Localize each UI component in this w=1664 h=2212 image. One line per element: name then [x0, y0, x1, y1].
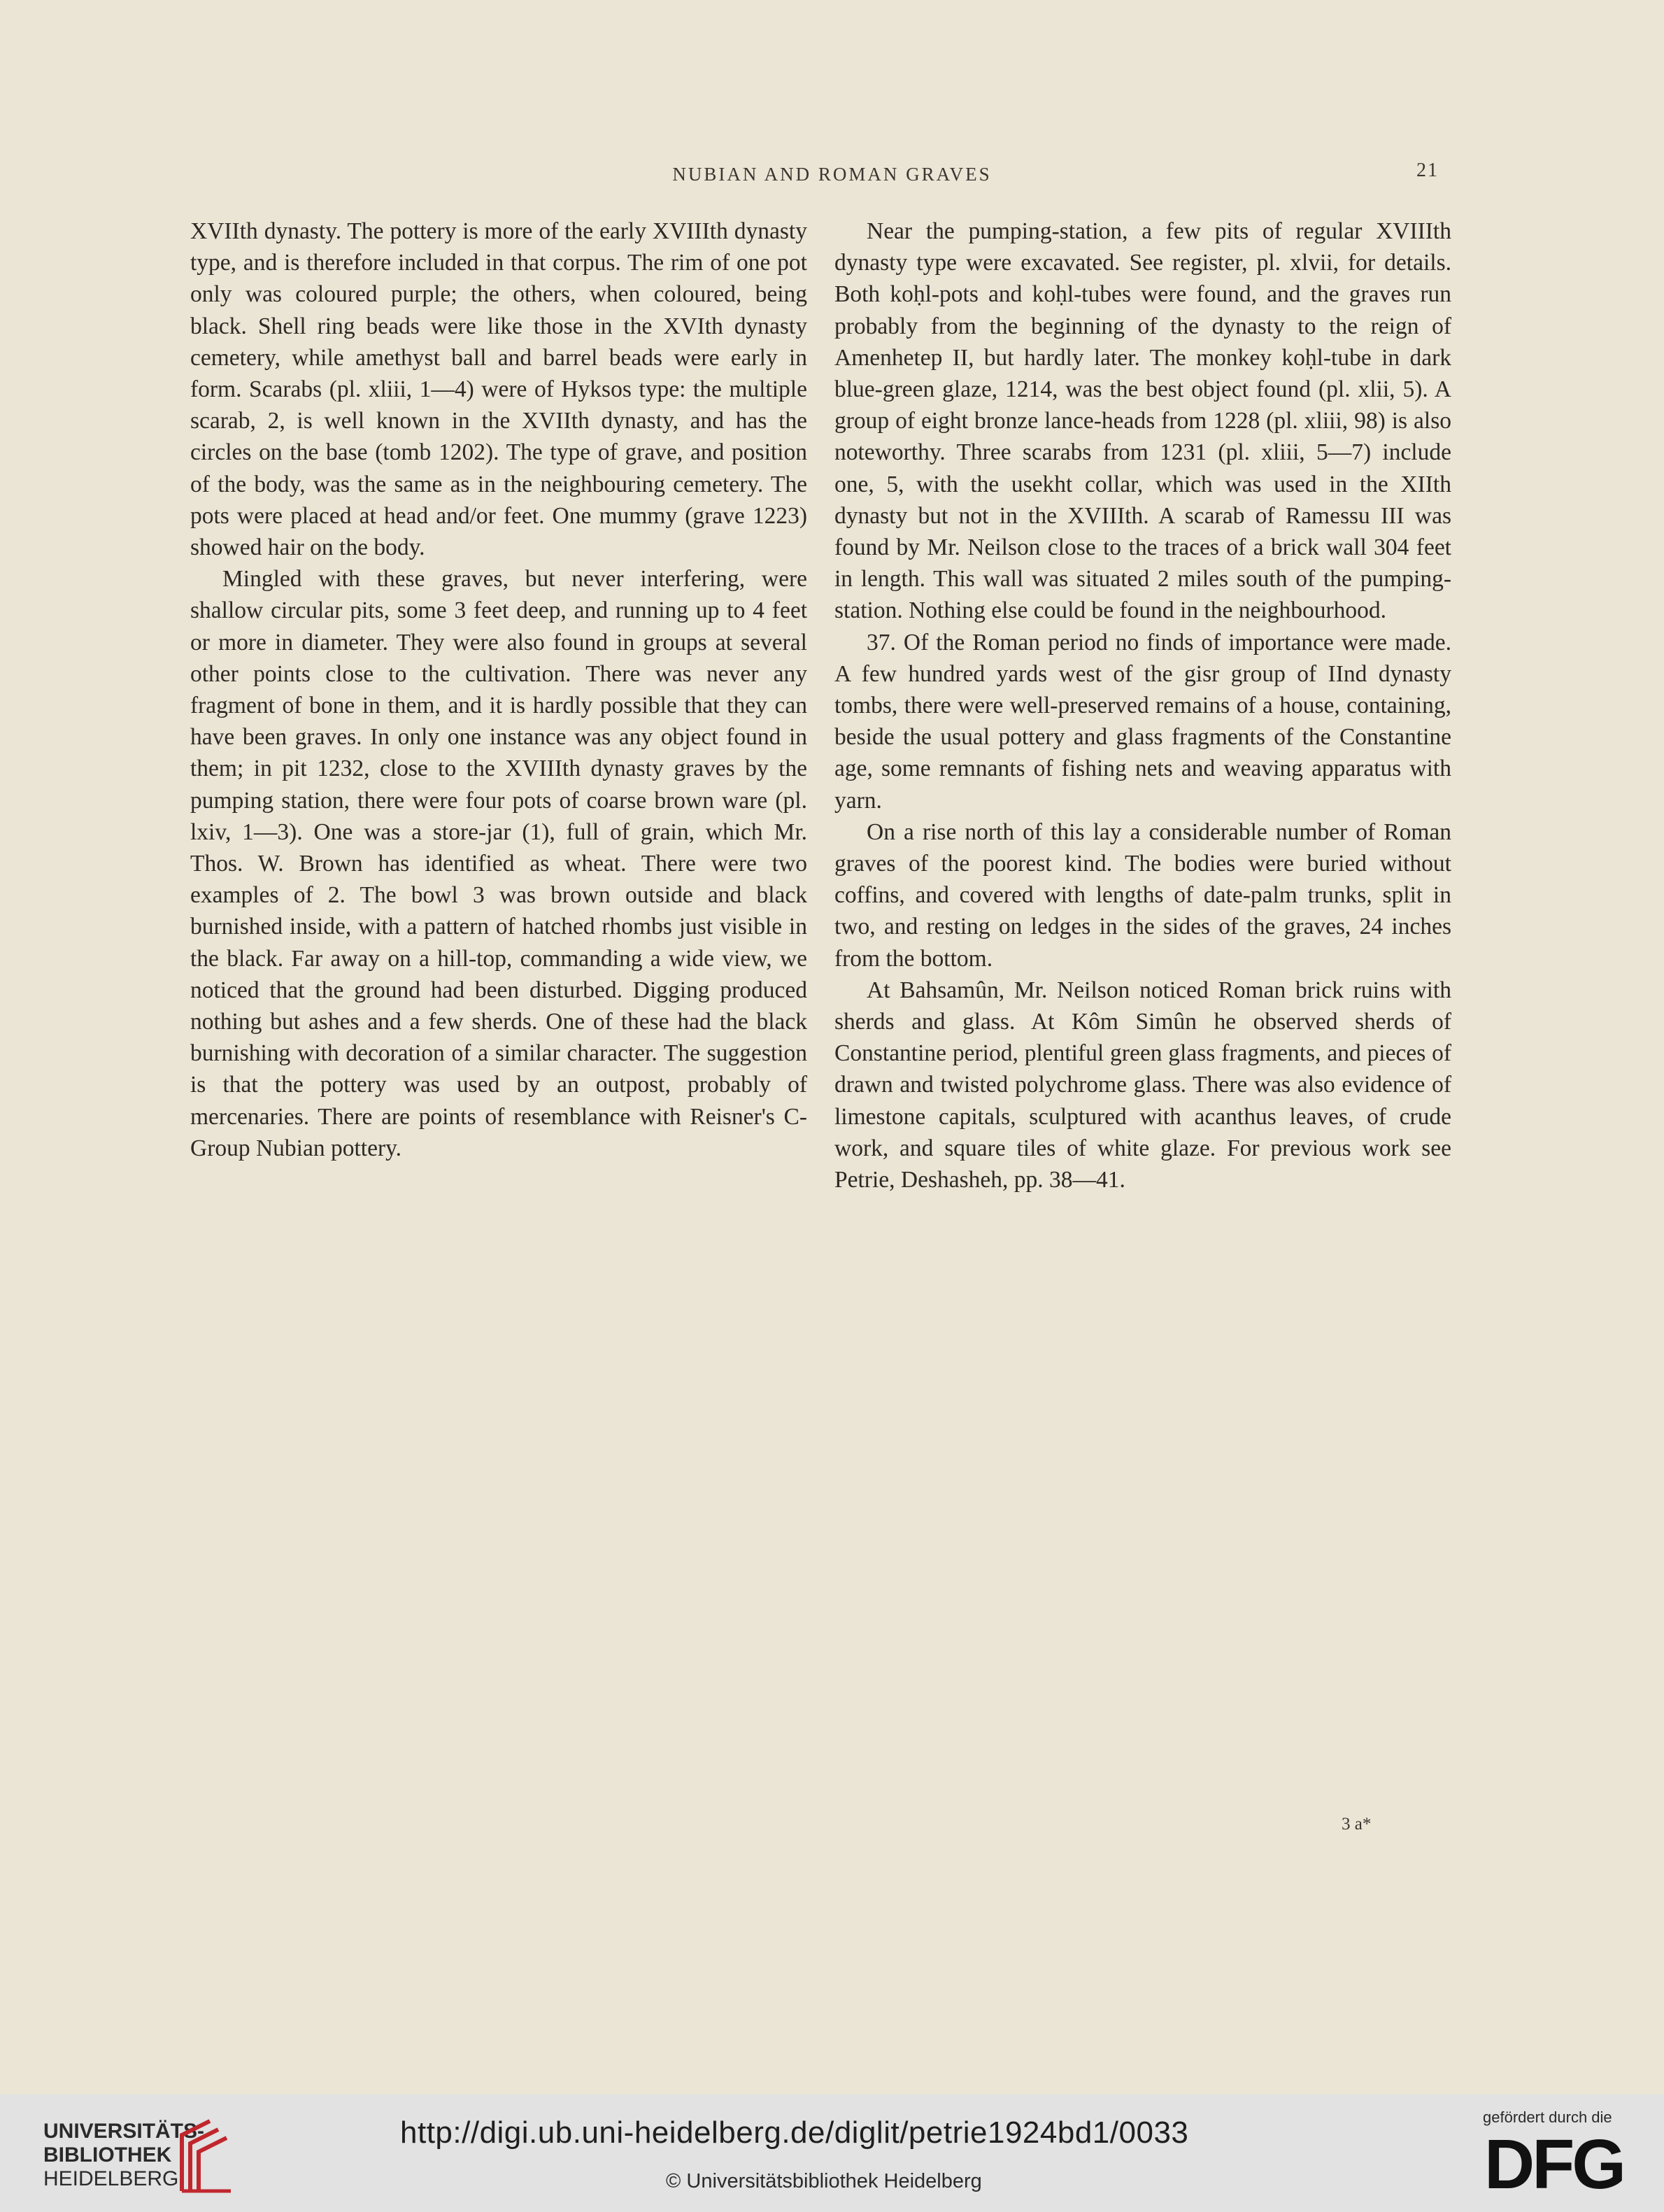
- left-column: [190, 215, 807, 1164]
- paragraph: Mingled with these graves, but never interfering, were shallow circular pits, some 3 feet deep, and running up to 4 feet or more in diameter. They were also found in groups at several other points close to the cultivation. There was never any fragment of bone in them, and it is hardly possible that they can have been graves. In only one instance was any object found in them; in pit 1232, close to the XVIIIth dynasty graves by the pumping station, there were four pots of coarse brown ware (pl. lxiv, 1—3). One was a store-jar (1), full of grain, which Mr. Thos. W. Brown has identified as wheat. There were two examples of 2. The bowl 3 was brown outside and black burnished inside, with a pattern of hatched rhombs just visible in the black. Far away on a hill-top, commanding a wide view, we noticed that the ground had been disturbed. Digging produced nothing but ashes and a few sherds. One of these had the black burnishing with decoration of a similar character. The suggestion is that the pottery was used by an outpost, probably of mercenaries. There are points of resemblance with Reisner's C-Group Nubian pottery.: [190, 566, 807, 1161]
- paragraph: At Bahsamûn, Mr. Neilson noticed Roman brick ruins with sherds and glass. At Kôm Simûn he observed sherds of Constantine period, plentiful green glass fragments, and pieces of drawn and twisted polychrome glass. There was also evidence of limestone capitals, sculptured with acanthus leaves, of crude work, and square tiles of white glaze. For previous work see Petrie, Deshasheh, pp. 38—41.: [834, 977, 1451, 1193]
- copyright-notice: © Universitätsbibliothek Heidelberg: [666, 2170, 982, 2192]
- library-name-line2: BIBLIOTHEK: [43, 2143, 172, 2167]
- dfg-logo: DFG: [1484, 2125, 1624, 2204]
- paragraph: XVIIth dynasty. The pottery is more of the early XVIIIth dynasty type, and is therefore included in that corpus. The rim of one pot only was coloured purple; the others, when coloured, being black. Shell ring beads were like those in the XVIth dynasty cemetery, while amethyst ball and barrel beads were early in form. Scarabs (pl. xliii, 1—4) were of Hyksos type: the multiple scarab, 2, is well known in the XVIIth dynasty, and has the circles on the base (tomb 1202). The type of grave, and position of the body, was the same as in the neighbouring cemetery. The pots were placed at head and/or feet. One mummy (grave 1223) showed hair on the body.: [190, 218, 807, 561]
- viewer-footer: [0, 2094, 1664, 2212]
- permalink-url[interactable]: http://digi.ub.uni-heidelberg.de/diglit/petrie1924bd1/0033: [400, 2115, 1189, 2150]
- library-name-line3: HEIDELBERG: [43, 2167, 179, 2190]
- funder-label: gefördert durch die: [1483, 2108, 1612, 2126]
- running-head: NUBIAN AND ROMAN GRAVES: [672, 164, 992, 185]
- paragraph: On a rise north of this lay a considerable number of Roman graves of the poorest kind. The bodies were buried without coffins, and covered with lengths of date-palm trunks, split in two, and resting on ledges in the sides of the graves, 24 inches from the bottom.: [834, 818, 1451, 972]
- paragraph: Near the pumping-station, a few pits of regular XVIIIth dynasty type were excavated. See register, pl. xlvii, for details. Both koḥl-pots and koḥl-tubes were found, and the graves run probably from the beginning of the dynasty to the reign of Amenhetep II, but hardly later. The monkey koḥl-tube in dark blue-green glaze, 1214, was the best object found (pl. xlii, 5). A group of eight bronze lance-heads from 1228 (pl. xliii, 98) is also noteworthy. Three scarabs from 1231 (pl. xliii, 5—7) include one, 5, with the usekht collar, which was used in the XIIth dynasty but not in the XVIIIth. A scarab of Ramessu III was found by Mr. Neilson close to the traces of a brick wall 304 feet in length. This wall was situated 2 miles south of the pumping-station. Nothing else could be found in the neighbourhood.: [834, 218, 1451, 624]
- library-logo-icon: [168, 2114, 235, 2198]
- paragraph: 37. Of the Roman period no finds of importance were made. A few hundred yards west of the gisr group of IInd dynasty tombs, there were well-preserved remains of a house, containing, beside the usual pottery and glass fragments of the Constantine age, some remnants of fishing nets and weaving apparatus with yarn.: [834, 629, 1451, 814]
- right-column: [834, 215, 1451, 1196]
- signature-mark: 3 a*: [1342, 1815, 1372, 1834]
- library-name-line1: UNIVERSITÄTS-: [43, 2120, 205, 2143]
- page-number: 21: [1416, 159, 1439, 181]
